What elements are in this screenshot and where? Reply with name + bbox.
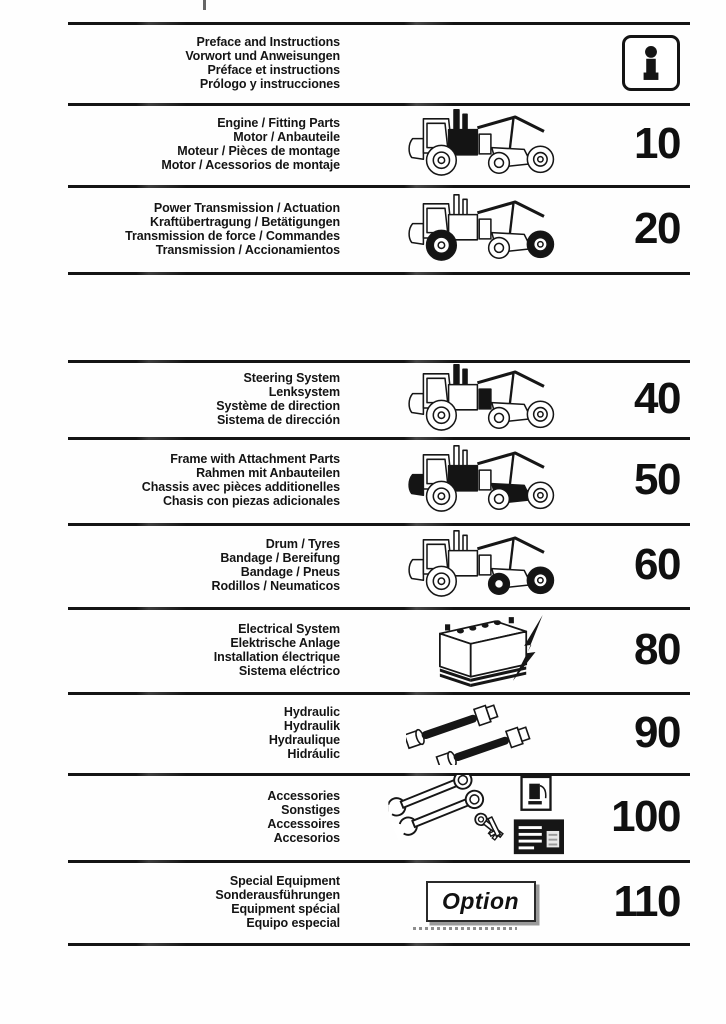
toc-row-power-transmission[interactable] [0, 185, 726, 272]
label-en: Frame with Attachment Parts [170, 452, 340, 466]
option-badge-area [383, 863, 578, 941]
section-title-block [10, 705, 340, 761]
wheel-loader-engine-icon [383, 105, 578, 183]
label-es: Sistema de dirección [216, 412, 340, 427]
label-es: Prólogo y instrucciones [199, 76, 340, 91]
label-es: Motor / Acessorios de montaje [161, 158, 340, 172]
label-de: Sonstiges [281, 802, 340, 817]
label-en: Accessories [267, 788, 340, 803]
label-es: Rodillos / Neumaticos [211, 579, 340, 593]
fine-print-noise [413, 927, 517, 930]
toc-row-engine[interactable] [0, 103, 726, 185]
section-number: 20 [634, 203, 680, 253]
scan-registration-mark [203, 0, 206, 10]
wheel-loader-drivetrain-icon [383, 190, 578, 268]
label-en: Special Equipment [229, 873, 340, 888]
section-title-block [10, 371, 340, 427]
section-title-block [10, 622, 340, 678]
section-number: 10 [634, 119, 680, 168]
battery-lightning-icon [383, 611, 578, 689]
label-de: Vorwort und Anweisungen [185, 48, 340, 63]
label-fr: Installation électrique [213, 649, 340, 664]
label-es: Chasis con piezas adicionales [162, 494, 340, 508]
label-fr: Préface et instructions [207, 62, 340, 77]
label-fr: Hydraulique [268, 732, 340, 747]
label-fr: Transmission de force / Commandes [125, 228, 340, 243]
option-badge: Option [426, 881, 536, 922]
info-icon [622, 35, 680, 91]
section-title-block [10, 201, 340, 257]
label-fr: Moteur / Pièces de montage [177, 144, 340, 158]
label-de: Motor / Anbauteile [233, 130, 340, 144]
label-en: Preface and Instructions [196, 34, 340, 49]
toc-row-steering[interactable] [0, 360, 726, 437]
label-fr: Equipment spécial [231, 901, 340, 916]
section-divider [68, 272, 690, 275]
section-divider [68, 943, 690, 946]
tools-accessories-icon [383, 778, 578, 856]
label-es: Transmission / Accionamientos [155, 242, 340, 257]
label-fr: Accessoires [267, 816, 340, 831]
label-en: Drum / Tyres [265, 537, 340, 551]
label-fr: Chassis avec pièces additionelles [141, 480, 340, 494]
section-number: 50 [634, 455, 680, 504]
label-fr: Système de direction [216, 398, 340, 413]
label-fr: Bandage / Pneus [240, 565, 340, 579]
wheel-loader-drum-icon [383, 526, 578, 604]
toc-row-special-equipment[interactable] [0, 860, 726, 943]
label-de: Sonderausführungen [215, 887, 340, 902]
section-number: 40 [634, 373, 680, 423]
toc-row-electrical[interactable] [0, 607, 726, 692]
label-de: Kraftübertragung / Betätigungen [150, 214, 340, 229]
section-number: 100 [611, 791, 680, 841]
section-number: 90 [634, 707, 680, 757]
label-de: Hydraulik [283, 718, 340, 733]
label-es: Hidráulic [287, 746, 340, 761]
label-de: Elektrische Anlage [230, 635, 340, 650]
label-de: Lenksystem [268, 384, 340, 399]
section-number: 60 [634, 540, 680, 589]
hydraulic-hoses-icon [383, 694, 578, 772]
section-number: 80 [634, 624, 680, 674]
toc-row-hydraulic[interactable] [0, 692, 726, 773]
label-en: Power Transmission / Actuation [153, 200, 340, 215]
label-en: Steering System [243, 370, 340, 385]
toc-row-frame[interactable] [0, 437, 726, 523]
label-de: Rahmen mit Anbauteilen [196, 466, 340, 480]
label-es: Equipo especial [246, 915, 340, 930]
label-es: Accesorios [273, 830, 340, 845]
wheel-loader-steering-icon [383, 360, 578, 438]
toc-row-drum-tyres[interactable] [0, 523, 726, 607]
section-title-block [10, 35, 340, 91]
label-es: Sistema eléctrico [238, 663, 340, 678]
wheel-loader-frame-icon [383, 441, 578, 519]
section-title-block [10, 116, 340, 172]
section-number: 110 [613, 876, 680, 926]
label-en: Hydraulic [283, 704, 340, 719]
label-en: Engine / Fitting Parts [217, 116, 340, 130]
label-de: Bandage / Bereifung [220, 551, 340, 565]
label-en: Electrical System [238, 621, 340, 636]
section-title-block [10, 452, 340, 508]
section-title-block [10, 537, 340, 593]
section-title-block [10, 789, 340, 845]
toc-row-preface[interactable] [0, 22, 726, 103]
toc-row-accessories[interactable] [0, 773, 726, 860]
section-title-block [10, 874, 340, 930]
